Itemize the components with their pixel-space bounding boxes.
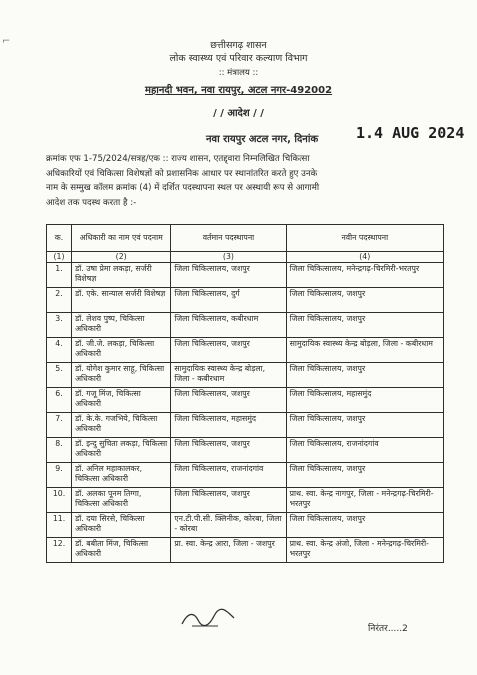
col-num: (4)	[286, 252, 443, 263]
margin-mark: ⌐	[2, 36, 11, 47]
header-current-posting: वर्तमान पदस्थापना	[171, 225, 286, 252]
cell-officer: डॉ. बबीता मिंज, चिकित्सा अधिकारी	[72, 538, 171, 563]
column-number-row	[47, 252, 444, 263]
cell-sn: 5.	[47, 363, 72, 388]
col-num: (2)	[72, 252, 171, 263]
paragraph-line: नाम के सम्मुख कॉलम क्रमांक (4) में दर्शित पदस्थापना स्थल पर अस्थायी रूप से आगामी	[46, 183, 320, 193]
date-stamp: 1.4 AUG 2024	[356, 124, 465, 142]
cell-current-posting: सामुदायिक स्वास्थ्य केन्द्र बोड़ला, जिला - कबीरधाम	[171, 363, 286, 388]
signature-mark	[178, 606, 238, 630]
cell-new-posting: जिला चिकित्सालय, मनेन्द्रगढ़-चिरमिरी-भरतपुर	[286, 263, 443, 288]
header-govt: छत्तीसगढ़ शासन	[210, 40, 267, 51]
paragraph-line: आदेश तक पदस्थ करता है :-	[46, 197, 137, 208]
table-row	[47, 488, 444, 513]
cell-new-posting: जिला चिकित्सालय, जशपुर	[286, 288, 443, 313]
cell-new-posting: जिला चिकित्सालय, जशपुर	[286, 413, 443, 438]
header-address: महानदी भवन, नवा रायपुर, अटल नगर-492002	[144, 85, 333, 96]
cell-current-posting: जिला चिकित्सालय, दुर्ग	[171, 288, 286, 313]
cell-sn: 2.	[47, 288, 72, 313]
table-row	[47, 438, 444, 463]
table-row	[47, 363, 444, 388]
table-row	[47, 513, 444, 538]
cell-officer: डॉ. दया सिरसे, चिकित्सा अधिकारी	[72, 513, 171, 538]
order-title: / / आदेश / /	[213, 108, 264, 119]
cell-current-posting: जिला चिकित्सालय, महासमुंद	[171, 413, 286, 438]
cell-current-posting: प्रा. स्वा. केन्द्र आरा, जिला - जशपुर	[171, 538, 286, 563]
cell-sn: 7.	[47, 413, 72, 438]
table-row	[47, 313, 444, 338]
cell-officer: डॉ. अलका पूनम तिग्गा, चिकित्सा अधिकारी	[72, 488, 171, 513]
cell-officer: डॉ. जी.जे. लकड़ा, चिकित्सा अधिकारी	[72, 338, 171, 363]
header-sn: क.	[47, 225, 72, 252]
table-row	[47, 263, 444, 288]
cell-current-posting: जिला चिकित्सालय, जशपुर	[171, 388, 286, 413]
cell-new-posting: जिला चिकित्सालय, जशपुर	[286, 463, 443, 488]
cell-sn: 10.	[47, 488, 72, 513]
date-place-label: नवा रायपुर अटल नगर, दिनांक	[206, 134, 319, 145]
order-paragraph	[46, 152, 441, 210]
cell-sn: 4.	[47, 338, 72, 363]
cell-current-posting: जिला चिकित्सालय, कबीरधाम	[171, 313, 286, 338]
cell-new-posting: जिला चिकित्सालय, राजनांदगांव	[286, 438, 443, 463]
continued-note: निरंतर.....2	[368, 624, 408, 634]
cell-sn: 11.	[47, 513, 72, 538]
cell-sn: 8.	[47, 438, 72, 463]
cell-current-posting: जिला चिकित्सालय, जशपुर	[171, 438, 286, 463]
table-row	[47, 388, 444, 413]
table-row	[47, 538, 444, 563]
table-row	[47, 463, 444, 488]
cell-sn: 9.	[47, 463, 72, 488]
cell-current-posting: जिला चिकित्सालय, जशपुर	[171, 488, 286, 513]
cell-officer: डॉ. उषा प्रेमा लकड़ा, सर्जरी विशेषज्ञ	[72, 263, 171, 288]
cell-officer: डॉ. एके. सान्याल सर्जरी विशेषज्ञ	[72, 288, 171, 313]
table-row	[47, 413, 444, 438]
table-row	[47, 288, 444, 313]
cell-new-posting: जिला चिकित्सालय, महासमुंद	[286, 388, 443, 413]
header-department: लोक स्वास्थ्य एवं परिवार कल्याण विभाग	[169, 53, 308, 64]
paragraph-line: अधिकारियों एवं चिकित्सा विशेषज्ञों को प्रशासनिक आधार पर स्थानांतरित करते हुए उनके	[46, 168, 318, 179]
cell-current-posting: एन.टी.पी.सी. क्लिनीक, कोरबा, जिला - कोरबा	[171, 513, 286, 538]
cell-current-posting: जिला चिकित्सालय, राजनांदगांव	[171, 463, 286, 488]
header-new-posting: नवीन पदस्थापना	[286, 225, 443, 252]
col-num: (3)	[171, 252, 286, 263]
cell-new-posting: जिला चिकित्सालय, जशपुर	[286, 513, 443, 538]
table-row	[47, 338, 444, 363]
cell-current-posting: जिला चिकित्सालय, जशपुर	[171, 263, 286, 288]
table-body	[47, 263, 444, 563]
cell-sn: 6.	[47, 388, 72, 413]
cell-current-posting: जिला चिकित्सालय, जशपुर	[171, 338, 286, 363]
cell-officer: डॉ. गजू मिंज, चिकित्सा अधिकारी	[72, 388, 171, 413]
cell-new-posting: जिला चिकित्सालय, जशपुर	[286, 363, 443, 388]
cell-officer: डॉ. इन्दु सुचिता लकड़ा, चिकित्सा अधिकारी	[72, 438, 171, 463]
cell-new-posting: प्राथ. स्वा. केन्द्र अंजो, जिला - मनेन्द्रगढ़-चिरमिरी-भरतपुर	[286, 538, 443, 563]
table-header-row	[47, 225, 444, 252]
cell-new-posting: प्राथ. स्वा. केन्द्र नागपुर, जिला - मनेन्द्रगढ़-चिरमिरी-भरतपुर	[286, 488, 443, 513]
cell-sn: 1.	[47, 263, 72, 288]
header-officer: अधिकारी का नाम एवं पदनाम	[72, 225, 171, 252]
cell-sn: 12.	[47, 538, 72, 563]
cell-sn: 3.	[47, 313, 72, 338]
cell-officer: डॉ. योगेश कुमार साहू, चिकित्सा अधिकारी	[72, 363, 171, 388]
cell-new-posting: सामुदायिक स्वास्थ्य केन्द्र बोड़ला, जिला - कबीरधाम	[286, 338, 443, 363]
col-num: (1)	[47, 252, 72, 263]
paragraph-line: क्रमांक एफ 1-75/2024/सत्रह/एक :: राज्य शासन, एतद्द्वारा निम्नलिखित चिकित्सा	[46, 154, 310, 164]
transfer-table	[46, 224, 444, 563]
cell-officer: डॉ. के.के. गजभिये, चिकित्सा अधिकारी	[72, 413, 171, 438]
cell-officer: डॉ. लेशव पुष्प, चिकित्सा अधिकारी	[72, 313, 171, 338]
header-ministry: :: मंत्रालय ::	[218, 68, 259, 78]
cell-new-posting: जिला चिकित्सालय, जशपुर	[286, 313, 443, 338]
cell-officer: डॉ. अनिल महाकालकर, चिकित्सा अधिकारी	[72, 463, 171, 488]
